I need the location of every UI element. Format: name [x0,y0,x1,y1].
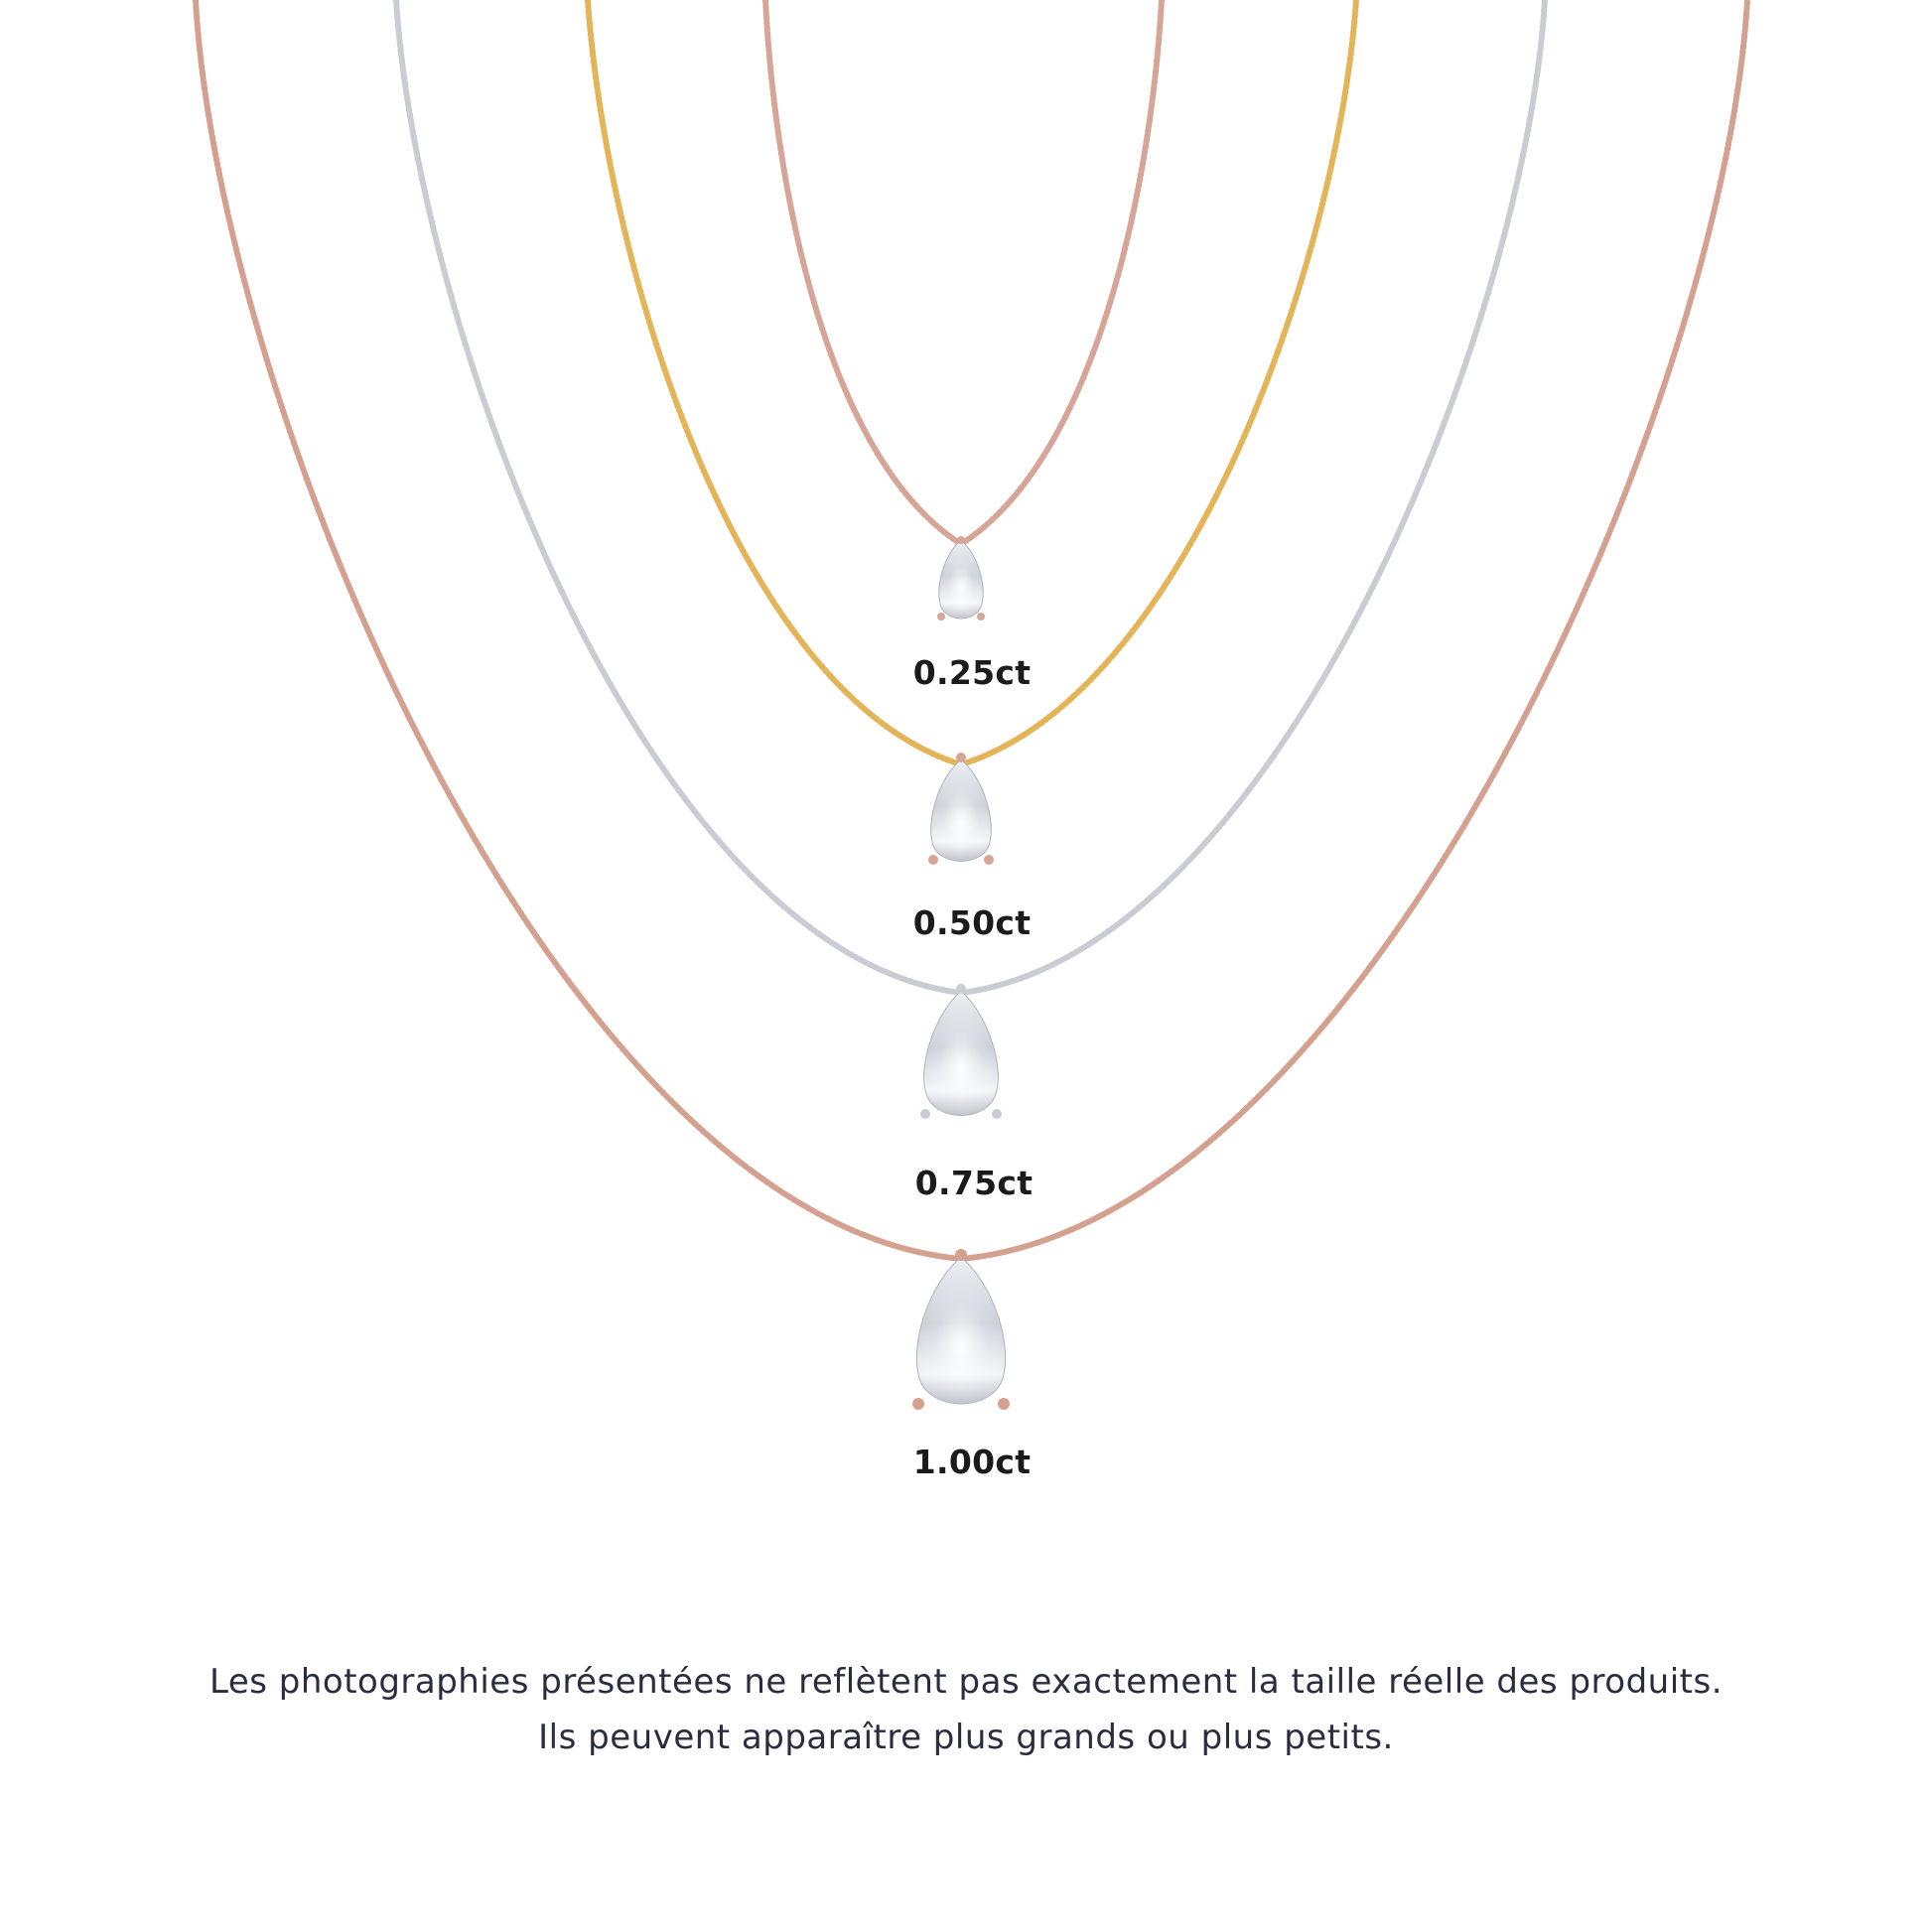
pendant-075 [920,984,1002,1119]
pendant-050 [928,753,994,865]
pendant-100 [912,1249,1010,1410]
carat-label-100: 1.00ct [912,1443,1032,1481]
disclaimer-line-1: Les photographies présentées ne reflètent pas exactement la taille réelle des produits. [208,1662,1723,1702]
chain-050 [588,0,1356,764]
carat-label-050: 0.50ct [912,903,1032,942]
pendant-025 [937,536,985,621]
chain-025 [765,0,1162,544]
carat-label-075: 0.75ct [914,1164,1034,1202]
disclaimer-line-2: Ils peuvent apparaître plus grands ou plus petits. [538,1718,1394,1757]
carat-label-025: 0.25ct [912,653,1032,692]
